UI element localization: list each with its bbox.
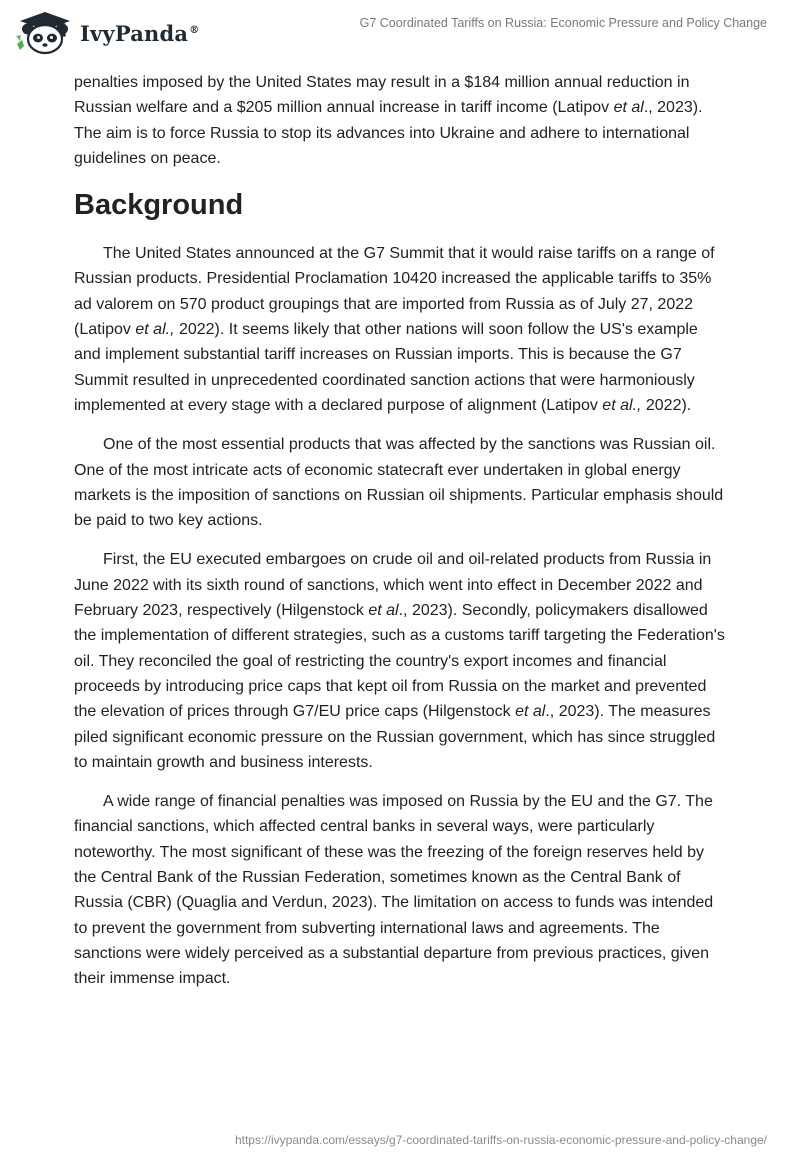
citation-et-al: et al <box>613 99 644 117</box>
article-body <box>74 70 726 1006</box>
citation-et-al: et al., <box>135 321 175 339</box>
paragraph-intro-continued: penalties imposed by the United States may result in a $184 million annual reduction in Russian welfare and a $205 million annual increase in tariff income (Latipov et al., 2023). The aim is to force Russia to stop its advances into Ukraine and adhere to international guidelines on peace. <box>74 74 703 167</box>
brand-name: IvyPanda® <box>80 20 200 46</box>
paragraph-background-4: A wide range of financial penalties was imposed on Russia by the EU and the G7. The financial sanctions, which affected central banks in several ways, were particularly noteworthy. The most significant of these was the freezing of the foreign reserves held by the Central Bank of the Russian Federation, sometimes known as the Central Bank of Russia (CBR) (Quaglia and Verdun, 2023). The limitation on access to funds was intended to prevent the government from subverting international laws and agreements. The sanctions were widely perceived as a substantial departure from previous practices, given their immense impact. <box>74 793 714 988</box>
paragraph-background-2: One of the most essential products that was affected by the sanctions was Russian oil. One of the most intricate acts of economic statecraft ever undertaken in global energy markets is the imposition of sanctions on Russian oil shipments. Particular emphasis should be paid to two key actions. <box>74 436 724 530</box>
registered-mark: ® <box>189 24 200 36</box>
paragraph-background-3: First, the EU executed embargoes on crude oil and oil-related products from Russia in June 2022 with its sixth round of sanctions, which went into effect in December 2022 and February 2023, respectively (Hilgenstock et al., 2023). Secondly, policymakers disallowed the implementation of different strategies, such as a customs tariff targeting the Federation's oil. They reconciled the goal of restricting the country's export incomes and financial proceeds by introducing price caps that kept oil from Russia on the market and prevented the elevation of prices through G7/EU price caps (Hilgenstock et al., 2023). The measures piled significant economic pressure on the Russian government, which has since struggled to maintain growth and business interests. <box>74 551 725 771</box>
paragraph-background-1: The United States announced at the G7 Summit that it would raise tariffs on a range of Russian products. Presidential Proclamation 10420 increased the applicable tariffs to 35% ad valorem on 570 product groupings that are imported from Russia as of July 27, 2022 (Latipov et al., 2022). It seems likely that other nations will soon follow the US's example and implement substantial tariff increases on Russian imports. This is because the G7 Summit resulted in unprecedented coordinated sanction actions that were harmoniously implemented at every stage with a declared purpose of alignment (Latipov et al., 2022). <box>74 245 715 414</box>
source-url[interactable]: https://ivypanda.com/essays/g7-coordinated-tariffs-on-russia-economic-pressure-and-policy-change/ <box>234 1133 767 1147</box>
document-title: G7 Coordinated Tariffs on Russia: Economic Pressure and Policy Change <box>359 16 767 30</box>
panda-graduate-icon <box>14 10 76 56</box>
ivypanda-logo[interactable] <box>14 10 199 56</box>
citation-et-al: et al <box>368 602 399 620</box>
citation-et-al: et al., <box>602 396 642 414</box>
page-header <box>0 0 800 70</box>
citation-et-al: et al <box>515 703 546 721</box>
section-heading-background: Background <box>74 189 244 222</box>
